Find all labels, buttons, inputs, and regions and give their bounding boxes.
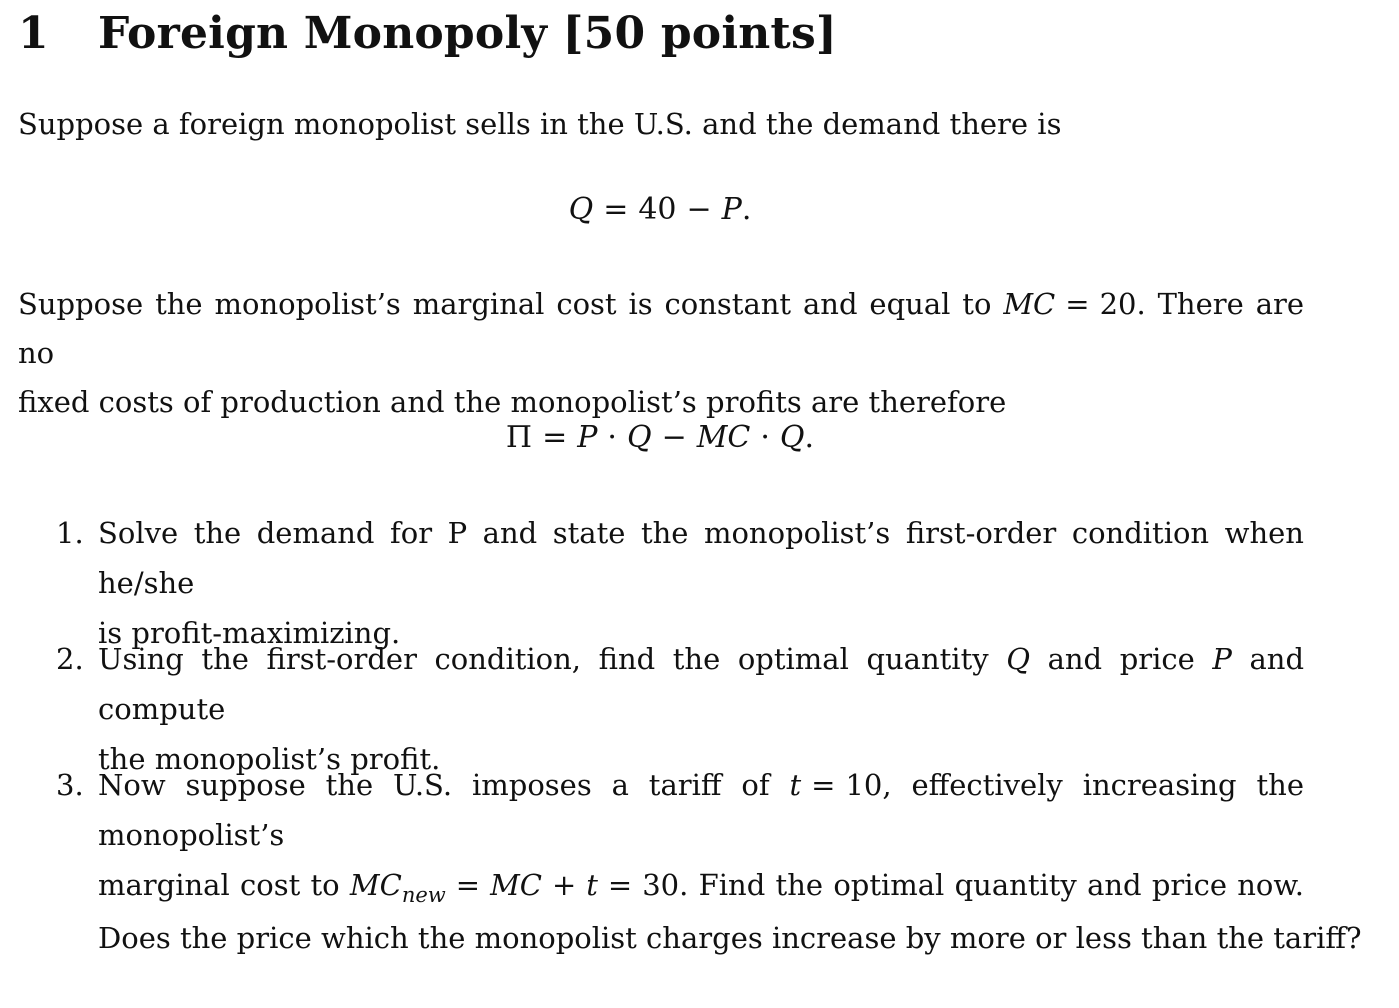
q2-text-c: and compute	[98, 642, 1305, 726]
q3-text-b: 10, effectively increasing the monopolist’s	[98, 768, 1304, 852]
eq-equals: =	[542, 420, 568, 455]
cost-line-1	[18, 280, 1304, 378]
eq-dot: ·	[760, 420, 770, 455]
q2-var-p: P	[1212, 642, 1232, 676]
section-number: 1	[18, 8, 49, 59]
question-3-line-2	[98, 860, 1304, 913]
eq-q: Q	[568, 192, 594, 227]
cost-text-b: 20. There are no	[18, 287, 1305, 370]
intro-line: Suppose a foreign monopolist sells in the U.S. and the demand there is	[18, 107, 1062, 141]
question-marker: 1.	[56, 516, 84, 550]
eq-q: Q	[779, 420, 805, 455]
eq-pi: Π	[505, 420, 533, 455]
q3-var-t: t	[789, 768, 802, 802]
section-title: Foreign Monopoly [50 points]	[98, 8, 837, 59]
question-marker: 3.	[56, 768, 84, 802]
cost-text-a: Suppose the monopolist’s marginal cost is constant and equal to	[18, 287, 992, 321]
question-2-line-2: the monopolist’s profit.	[98, 742, 441, 776]
question-3-line-1	[98, 760, 1304, 860]
eq-mc: MC	[696, 420, 751, 455]
eq-p: P	[721, 192, 742, 227]
q3-var-mc: MC	[490, 868, 542, 902]
q3-var-t: t	[586, 868, 598, 902]
eq-period: .	[741, 192, 752, 227]
q3-subscript-new: new	[401, 883, 446, 907]
question-1-line-1: Solve the demand for P and state the monopolist’s first-order condition when he/she	[98, 516, 1304, 600]
cost-paragraph	[18, 280, 1304, 427]
q3-equals: =	[811, 768, 836, 802]
question-3	[56, 760, 1362, 963]
eq-q: Q	[626, 420, 652, 455]
eq-period: .	[804, 420, 815, 455]
q3-text-c: marginal cost to	[98, 868, 340, 902]
cost-equals: =	[1065, 287, 1090, 321]
q3-equals: =	[455, 868, 481, 902]
q3-var-mc: MC	[349, 868, 402, 902]
q2-var-q: Q	[1006, 642, 1030, 676]
q3-plus: +	[551, 868, 577, 902]
section-heading	[18, 8, 837, 59]
cost-line-2: fixed costs of production and the monopolist’s profits are therefore	[18, 385, 1007, 419]
eq-minus: −	[661, 420, 687, 455]
demand-equation	[0, 192, 1320, 227]
intro-paragraph	[18, 100, 1304, 149]
q3-text-a: Now suppose the U.S. imposes a tariff of	[98, 768, 770, 802]
profit-equation	[0, 420, 1320, 455]
question-marker: 2.	[56, 642, 84, 676]
eq-p: P	[577, 420, 598, 455]
eq-40: 40	[638, 192, 677, 227]
q3-equals: =	[607, 868, 633, 902]
eq-equals: =	[603, 192, 629, 227]
question-3-line-3: Does the price which the monopolist charges increase by more or less than the tariff?	[98, 921, 1362, 955]
cost-mc: MC	[1003, 287, 1056, 321]
eq-minus: −	[686, 192, 712, 227]
eq-dot: ·	[607, 420, 617, 455]
q2-text-a: Using the first-order condition, find the optimal quantity	[98, 642, 989, 676]
q2-text-b: and price	[1047, 642, 1195, 676]
q3-text-d: 30. Find the optimal quantity and price now.	[642, 868, 1304, 902]
question-2-line-1	[98, 634, 1304, 734]
question-1-line-2: is profit-maximizing.	[98, 616, 401, 650]
